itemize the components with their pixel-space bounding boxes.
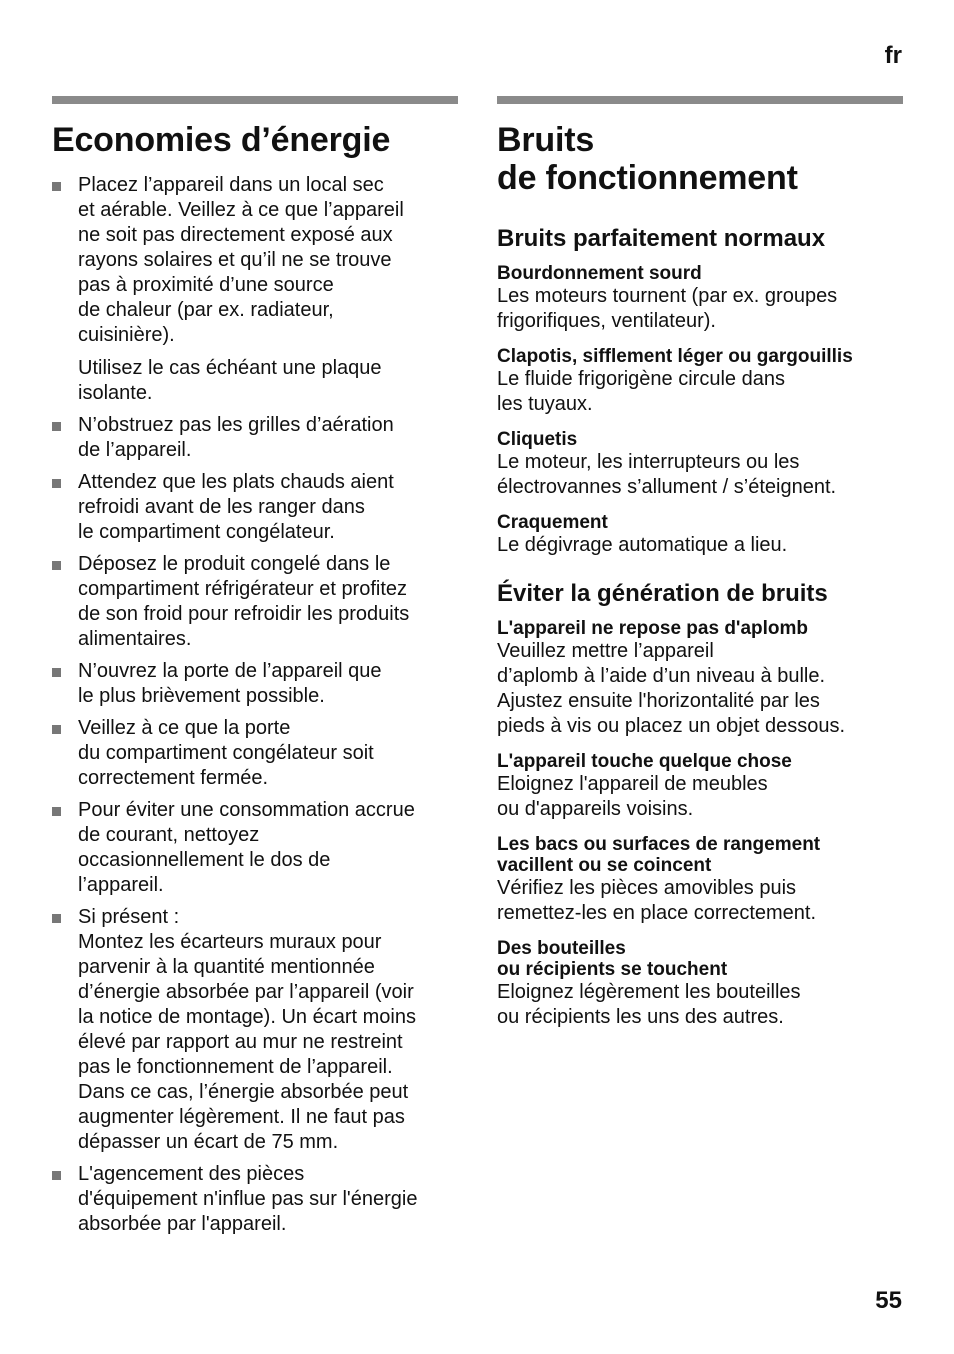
entry-title: Bourdonnement sourd	[497, 263, 702, 284]
list-item-text: Déposez le produit congelé dans le compartiment réfrigérateur et profitez de son froid pour refroidir les produits alimentaires.	[78, 553, 410, 650]
noise-entry	[497, 346, 903, 417]
list-item	[52, 1162, 458, 1237]
entry-body: Eloignez légèrement les bouteilles ou récipients les uns des autres.	[497, 981, 801, 1028]
bullet-square-icon	[52, 561, 61, 570]
entry-title: Des bouteilles ou récipients se touchent	[497, 938, 728, 980]
list-item	[52, 413, 458, 463]
list-item	[52, 552, 458, 652]
section-divider-bar	[497, 96, 903, 104]
language-label: fr	[884, 42, 902, 69]
entry-title: L'appareil touche quelque chose	[497, 751, 792, 772]
list-item	[52, 905, 458, 1155]
list-item	[52, 798, 458, 898]
noise-entry	[497, 618, 903, 739]
list-item-text: Veillez à ce que la porte du compartiment congélateur soit correctement fermée.	[78, 717, 374, 789]
list-item	[52, 173, 458, 406]
entry-body: Veuillez mettre l’appareil d’aplomb à l’aide d’un niveau à bulle. Ajustez ensuite l'horizontalité par les pieds à vis ou placez un objet dessous.	[497, 640, 845, 737]
avoid-noises-section	[497, 580, 903, 1030]
list-item	[52, 659, 458, 709]
entry-title: Craquement	[497, 512, 608, 533]
page-number: 55	[875, 1287, 902, 1314]
bullet-square-icon	[52, 807, 61, 816]
entry-title: Cliquetis	[497, 429, 578, 450]
entry-body: Les moteurs tournent (par ex. groupes frigorifiques, ventilateur).	[497, 285, 838, 332]
list-item-text: Si présent : Montez les écarteurs muraux pour parvenir à la quantité mentionnée d’énergie absorbée par l’appareil (voir la notice de montage). Un écart moins élevé par rapport au mur ne restreint pas le fonctionnement de l’appareil. Dans ce cas, l’énergie absorbée peut augmenter légèrement. Il ne faut pas dépasser un écart de 75 mm.	[78, 906, 416, 1153]
list-item-note: Utilisez le cas échéant une plaque isolante.	[78, 357, 382, 404]
section-heading: Éviter la génération de bruits	[497, 580, 828, 607]
section-heading: Bruits parfaitement normaux	[497, 225, 826, 252]
list-item	[52, 716, 458, 791]
entry-body: Le dégivrage automatique a lieu.	[497, 534, 788, 556]
list-item-text: N’ouvrez la porte de l’appareil que le plus brièvement possible.	[78, 660, 382, 707]
list-item-text: Pour éviter une consommation accrue de courant, nettoyez occasionnellement le dos de l’appareil.	[78, 799, 415, 896]
noise-entry	[497, 834, 903, 926]
normal-noises-section	[497, 225, 903, 558]
bullet-square-icon	[52, 725, 61, 734]
title-line: de fonctionnement	[497, 159, 798, 197]
noise-entry	[497, 429, 903, 500]
list-item-text: N’obstruez pas les grilles d’aération de l’appareil.	[78, 414, 394, 461]
bullet-square-icon	[52, 182, 61, 191]
noise-entry	[497, 751, 903, 822]
operating-noises-title	[497, 121, 903, 197]
operating-noises-column	[497, 96, 903, 1030]
bullet-square-icon	[52, 479, 61, 488]
entry-body: Le moteur, les interrupteurs ou les électrovannes s’allument / s’éteignent.	[497, 451, 837, 498]
list-item	[52, 470, 458, 545]
list-item-text: Placez l’appareil dans un local sec et aérable. Veillez à ce que l’appareil ne soit pas directement exposé aux rayons solaires et qu’il ne se trouve pas à proximité d’une source de chaleur (par ex. radiateur, cuisinière).	[78, 174, 404, 346]
entry-title: Les bacs ou surfaces de rangement vacillent ou se coincent	[497, 834, 821, 876]
title-line: Bruits	[497, 121, 595, 159]
bullet-square-icon	[52, 1171, 61, 1180]
noise-entry	[497, 263, 903, 334]
list-item-text: L'agencement des pièces d'équipement n'influe pas sur l'énergie absorbée par l'appareil.	[78, 1163, 418, 1235]
entry-body: Le fluide frigorigène circule dans les tuyaux.	[497, 368, 785, 415]
entry-body: Eloignez l'appareil de meubles ou d'appareils voisins.	[497, 773, 768, 820]
energy-tips-list	[52, 173, 458, 1237]
noise-entry	[497, 512, 903, 558]
energy-saving-title: Economies d’énergie	[52, 121, 391, 159]
list-item-text: Attendez que les plats chauds aient refroidi avant de les ranger dans le compartiment congélateur.	[78, 471, 394, 543]
entry-title: Clapotis, sifflement léger ou gargouillis	[497, 346, 853, 367]
energy-saving-column	[52, 96, 458, 1244]
section-divider-bar	[52, 96, 458, 104]
bullet-square-icon	[52, 668, 61, 677]
bullet-square-icon	[52, 422, 61, 431]
bullet-square-icon	[52, 914, 61, 923]
entry-title: L'appareil ne repose pas d'aplomb	[497, 618, 809, 639]
noise-entry	[497, 938, 903, 1030]
entry-body: Vérifiez les pièces amovibles puis remettez-les en place correctement.	[497, 877, 817, 924]
